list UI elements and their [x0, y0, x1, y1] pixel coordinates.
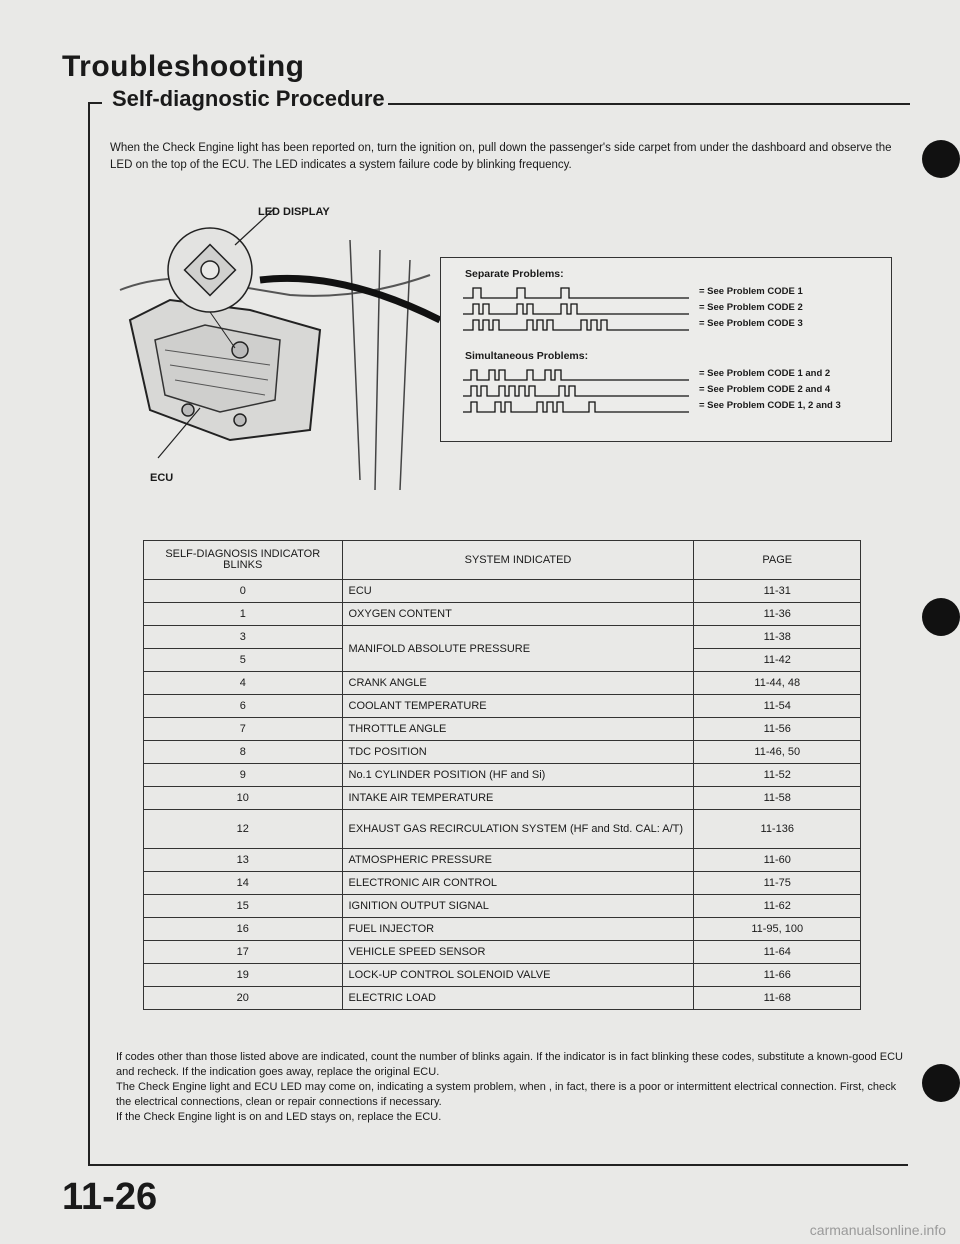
- blink-code: 19: [144, 964, 343, 987]
- table-row: [144, 810, 861, 849]
- column-header: SYSTEM INDICATED: [342, 541, 694, 580]
- blink-code: 14: [144, 872, 343, 895]
- page-ref: 11-75: [694, 872, 861, 895]
- blink-code: 9: [144, 764, 343, 787]
- table-row: [144, 580, 861, 603]
- tab-marker: [922, 1064, 960, 1102]
- page-ref: 11-68: [694, 987, 861, 1010]
- system-name: ECU: [342, 580, 694, 603]
- blink-code: 7: [144, 718, 343, 741]
- page-ref: 11-36: [694, 603, 861, 626]
- system-name: COOLANT TEMPERATURE: [342, 695, 694, 718]
- simultaneous-problems-heading: Simultaneous Problems:: [465, 350, 589, 362]
- blink-pattern-row: [463, 400, 883, 414]
- blink-pattern-label: = See Problem CODE 1, 2 and 3: [699, 400, 841, 411]
- page-ref: 11-56: [694, 718, 861, 741]
- system-name: MANIFOLD ABSOLUTE PRESSURE: [342, 626, 694, 672]
- page-ref: 11-38: [694, 626, 861, 649]
- footer-notes: [116, 1050, 906, 1125]
- page-ref: 11-62: [694, 895, 861, 918]
- table-row: [144, 718, 861, 741]
- system-name: IGNITION OUTPUT SIGNAL: [342, 895, 694, 918]
- table-row: [144, 964, 861, 987]
- system-name: TDC POSITION: [342, 741, 694, 764]
- system-name: LOCK-UP CONTROL SOLENOID VALVE: [342, 964, 694, 987]
- blink-code: 0: [144, 580, 343, 603]
- ecu-illustration: [110, 200, 440, 500]
- blink-pattern-label: = See Problem CODE 2 and 4: [699, 384, 831, 395]
- blink-code: 20: [144, 987, 343, 1010]
- system-name: VEHICLE SPEED SENSOR: [342, 941, 694, 964]
- blink-waveform: [463, 400, 689, 414]
- page-ref: 11-60: [694, 849, 861, 872]
- blink-pattern-row: [463, 368, 883, 382]
- table-row: [144, 626, 861, 649]
- blink-code: 8: [144, 741, 343, 764]
- table-row: [144, 895, 861, 918]
- page-number: 11-26: [62, 1176, 158, 1218]
- page-ref: 11-58: [694, 787, 861, 810]
- table-row: [144, 603, 861, 626]
- page-ref: 11-64: [694, 941, 861, 964]
- divider: [88, 1164, 908, 1166]
- note-paragraph: If codes other than those listed above are indicated, count the number of blinks again. If the indicator is in fact blinking these codes, substitute a known-good ECU and recheck. If the indication goes away, replace the original ECU.: [116, 1051, 903, 1078]
- system-name: No.1 CYLINDER POSITION (HF and Si): [342, 764, 694, 787]
- table-row: [144, 764, 861, 787]
- system-name: ATMOSPHERIC PRESSURE: [342, 849, 694, 872]
- tab-marker: [922, 140, 960, 178]
- table-row: [144, 849, 861, 872]
- system-name: EXHAUST GAS RECIRCULATION SYSTEM (HF and Std. CAL: A/T): [342, 810, 694, 849]
- blink-code: 15: [144, 895, 343, 918]
- blink-waveform: [463, 384, 689, 398]
- page-ref: 11-95, 100: [694, 918, 861, 941]
- blink-waveform: [463, 368, 689, 382]
- page-ref: 11-44, 48: [694, 672, 861, 695]
- note-paragraph: The Check Engine light and ECU LED may come on, indicating a system problem, when , in fact, there is a poor or intermittent electrical connection. First, check the electrical connections, clean or repair connections if necessary.: [116, 1081, 897, 1108]
- system-name: OXYGEN CONTENT: [342, 603, 694, 626]
- blink-pattern-label: = See Problem CODE 2: [699, 302, 803, 313]
- system-name: FUEL INJECTOR: [342, 918, 694, 941]
- ecu-label: ECU: [150, 472, 174, 484]
- margin-rule: [88, 103, 90, 1165]
- blink-code: 16: [144, 918, 343, 941]
- blink-pattern-row: [463, 318, 883, 332]
- table-row: [144, 987, 861, 1010]
- blink-pattern-label: = See Problem CODE 1 and 2: [699, 368, 831, 379]
- diagnosis-table: [143, 540, 861, 1010]
- page-ref: 11-52: [694, 764, 861, 787]
- table-row: [144, 672, 861, 695]
- blink-code: 6: [144, 695, 343, 718]
- table-header-row: [144, 541, 861, 580]
- note-paragraph: If the Check Engine light is on and LED stays on, replace the ECU.: [116, 1111, 442, 1123]
- blink-code: 5: [144, 649, 343, 672]
- blink-code: 12: [144, 810, 343, 849]
- page-ref: 11-42: [694, 649, 861, 672]
- intro-paragraph: When the Check Engine light has been reported on, turn the ignition on, pull down the passenger's side carpet from under the dashboard and observe the LED on the top of the ECU. The LED indicates a system failure code by blinking frequency.: [110, 142, 892, 171]
- watermark: carmanualsonline.info: [809, 1222, 946, 1238]
- blink-waveform: [463, 286, 689, 300]
- page-ref: 11-31: [694, 580, 861, 603]
- system-name: INTAKE AIR TEMPERATURE: [342, 787, 694, 810]
- page-title: Troubleshooting: [62, 50, 305, 83]
- section-heading: [88, 86, 910, 116]
- system-name: THROTTLE ANGLE: [342, 718, 694, 741]
- blink-waveform: [463, 318, 689, 332]
- page-ref: 11-136: [694, 810, 861, 849]
- blink-pattern-row: [463, 384, 883, 398]
- blink-pattern-row: [463, 302, 883, 316]
- divider: [388, 103, 910, 105]
- blink-pattern-row: [463, 286, 883, 300]
- blink-code: 1: [144, 603, 343, 626]
- section-title: Self-diagnostic Procedure: [112, 86, 391, 112]
- tab-marker: [922, 598, 960, 636]
- column-header: PAGE: [694, 541, 861, 580]
- system-name: ELECTRONIC AIR CONTROL: [342, 872, 694, 895]
- blink-code: 3: [144, 626, 343, 649]
- separate-problems-heading: Separate Problems:: [465, 268, 564, 280]
- blink-code: 17: [144, 941, 343, 964]
- page-ref: 11-46, 50: [694, 741, 861, 764]
- table-row: [144, 695, 861, 718]
- table-row: [144, 941, 861, 964]
- column-header: SELF-DIAGNOSIS INDICATOR BLINKS: [144, 541, 343, 580]
- blink-code: 4: [144, 672, 343, 695]
- blink-code: 13: [144, 849, 343, 872]
- blink-code-legend: [440, 257, 892, 442]
- table-row: [144, 787, 861, 810]
- blink-code: 10: [144, 787, 343, 810]
- table-row: [144, 918, 861, 941]
- blink-pattern-label: = See Problem CODE 1: [699, 286, 803, 297]
- table-row: [144, 872, 861, 895]
- page-ref: 11-66: [694, 964, 861, 987]
- divider: [88, 102, 102, 104]
- table-row: [144, 741, 861, 764]
- led-display-label: LED DISPLAY: [258, 206, 330, 218]
- blink-waveform: [463, 302, 689, 316]
- blink-pattern-label: = See Problem CODE 3: [699, 318, 803, 329]
- page-ref: 11-54: [694, 695, 861, 718]
- system-name: CRANK ANGLE: [342, 672, 694, 695]
- system-name: ELECTRIC LOAD: [342, 987, 694, 1010]
